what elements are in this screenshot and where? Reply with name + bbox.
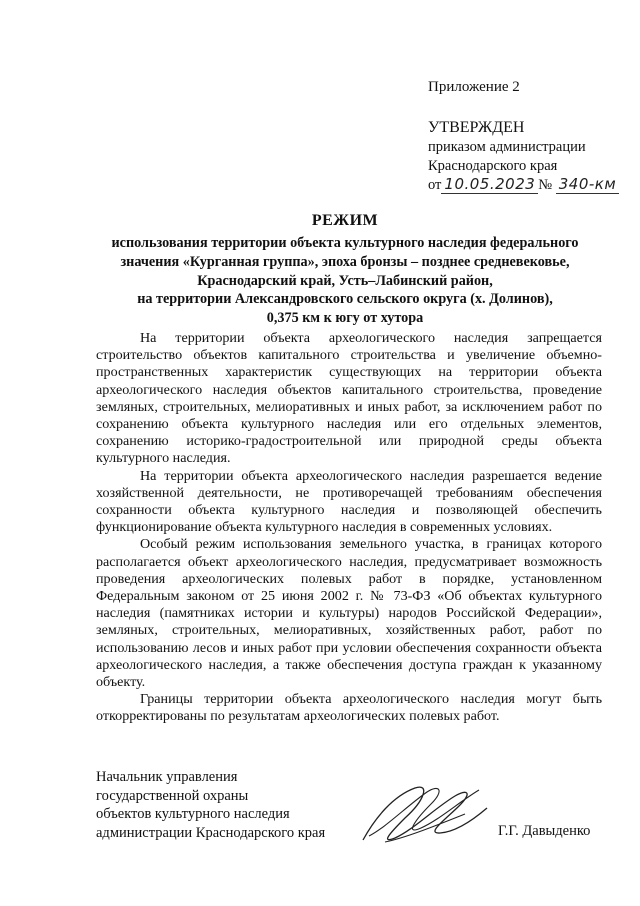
subtitle-line: 0,375 км к югу от хутора: [266, 310, 424, 327]
approval-number: 340-км: [556, 175, 619, 194]
approval-line-1: приказом администрации: [428, 139, 586, 155]
signatory-name: Г.Г. Давыденко: [498, 823, 591, 839]
appendix-label: Приложение 2: [428, 79, 520, 95]
approval-line-2: Краснодарского края: [428, 157, 558, 174]
approval-from-prefix: от: [428, 177, 442, 193]
approval-heading: УТВЕРЖДЕН: [428, 119, 525, 136]
paragraph-prohibition: На территории объекта археологического наследия запрещается строительство объектов капитального строительства и увеличение объемно-пространственных характеристик существующих на территории объекта археологического наследия объектов капитального строительства, проведение земляных, строительных, мелиоративных и иных работ, за исключением работ по сохранению объекта культурного наследия или его отдельных элементов, сохранению историко-градостроительной или природной среды объекта культурного наследия.: [96, 330, 602, 467]
paragraph-permission: На территории объекта археологического наследия разрешается ведение хозяйственной деятельности, не противоречащей требованиям обеспечения сохранности объекта культурного наследия и позволяющей обеспечить функционирование объекта культурного наследия в современных условиях.: [96, 467, 602, 536]
signatory-line: Начальник управления: [96, 769, 238, 785]
signatory-line: объектов культурного наследия: [96, 806, 290, 822]
paragraph-boundaries: Границы территории объекта археологического наследия могут быть откорректированы по результатам археологических полевых работ.: [96, 691, 602, 725]
paragraph-special-regime: Особый режим использования земельного участка, в границах которого располагается объект археологического наследия, предусматривает возможность проведения археологических полевых работ в порядке, установленном Федеральным законом от 25 июня 2002 г. № 73-ФЗ «Об объектах культурного наследия (памятниках истории и культуры) народов Российской Федерации», земляных, строительных, мелиоративных, хозяйственных работ, работ по использованию лесов и иных работ при условии обеспечения сохранности объекта археологического наследия, а также обеспечения доступа граждан к указанному объекту.: [96, 536, 602, 691]
document-title-block: [90, 212, 600, 328]
approval-number-prefix: №: [538, 177, 553, 193]
document-title: РЕЖИМ: [311, 212, 379, 229]
subtitle-line: на территории Александровского сельского округа (х. Долинов),: [137, 291, 553, 308]
approval-date: 10.05.2023: [441, 175, 538, 194]
handwritten-signature: [355, 778, 495, 853]
subtitle-line: значения «Курганная группа», эпоха бронзы – позднее средневековье,: [120, 253, 570, 270]
subtitle-line: использования территории объекта культурного наследия федерального: [111, 235, 579, 251]
subtitle-line: Краснодарский край, Усть–Лабинский район,: [197, 272, 493, 289]
approval-block: [428, 118, 619, 195]
signatory-line: администрации Краснодарского края: [96, 824, 326, 841]
body-text: [96, 330, 602, 726]
signatory-title: [96, 768, 325, 842]
approval-date-row: [428, 175, 619, 195]
signatory-line: государственной охраны: [96, 787, 249, 804]
